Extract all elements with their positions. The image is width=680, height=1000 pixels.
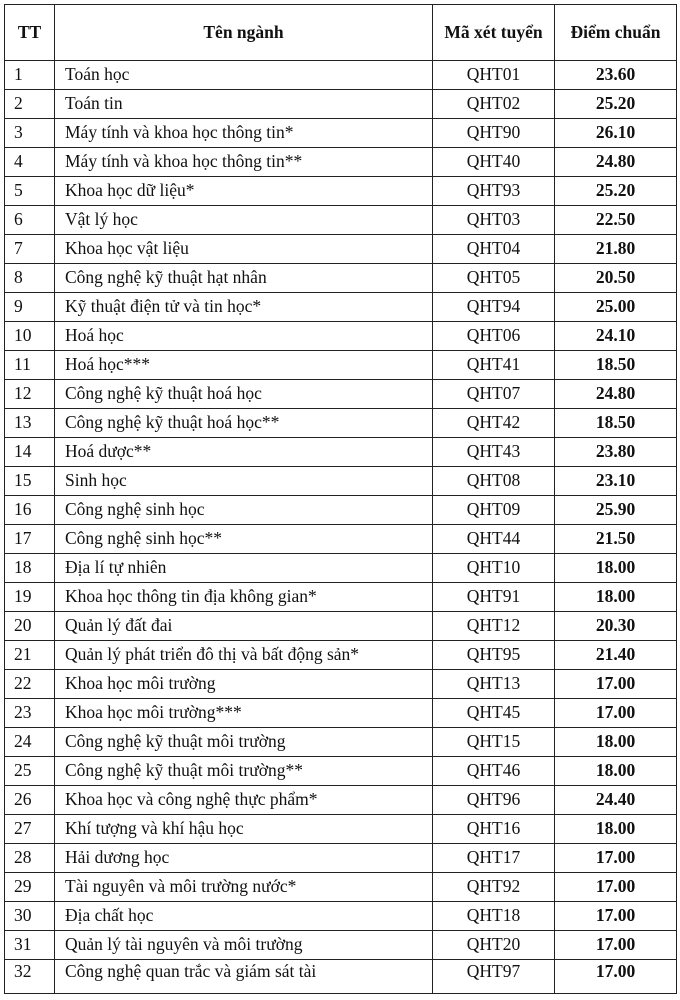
table-row bbox=[5, 264, 677, 293]
row-number: 28 bbox=[5, 844, 55, 873]
admission-code: QHT02 bbox=[433, 90, 555, 119]
benchmark-score: 18.00 bbox=[555, 815, 677, 844]
row-number: 23 bbox=[5, 699, 55, 728]
row-number: 5 bbox=[5, 177, 55, 206]
major-name: Khoa học dữ liệu* bbox=[55, 177, 433, 206]
major-name: Quản lý tài nguyên và môi trường bbox=[55, 931, 433, 960]
admission-code: QHT04 bbox=[433, 235, 555, 264]
benchmark-score: 24.10 bbox=[555, 322, 677, 351]
row-number: 26 bbox=[5, 786, 55, 815]
admission-code: QHT41 bbox=[433, 351, 555, 380]
row-number: 7 bbox=[5, 235, 55, 264]
benchmark-score: 24.40 bbox=[555, 786, 677, 815]
admission-code: QHT18 bbox=[433, 902, 555, 931]
row-number: 8 bbox=[5, 264, 55, 293]
benchmark-score: 17.00 bbox=[555, 960, 677, 994]
row-number: 4 bbox=[5, 148, 55, 177]
benchmark-score: 21.80 bbox=[555, 235, 677, 264]
major-name: Quản lý đất đai bbox=[55, 612, 433, 641]
table-body bbox=[5, 61, 677, 994]
table-row bbox=[5, 786, 677, 815]
row-number: 17 bbox=[5, 525, 55, 554]
major-name: Toán tin bbox=[55, 90, 433, 119]
benchmark-score: 21.40 bbox=[555, 641, 677, 670]
admission-code: QHT06 bbox=[433, 322, 555, 351]
row-number: 21 bbox=[5, 641, 55, 670]
row-number: 32 bbox=[5, 960, 55, 994]
row-number: 9 bbox=[5, 293, 55, 322]
major-name: Sinh học bbox=[55, 467, 433, 496]
major-name: Khoa học môi trường*** bbox=[55, 699, 433, 728]
major-name: Vật lý học bbox=[55, 206, 433, 235]
row-number: 14 bbox=[5, 438, 55, 467]
benchmark-score: 23.60 bbox=[555, 61, 677, 90]
benchmark-score: 24.80 bbox=[555, 380, 677, 409]
admission-code: QHT05 bbox=[433, 264, 555, 293]
table-row bbox=[5, 583, 677, 612]
admission-code: QHT45 bbox=[433, 699, 555, 728]
table-row bbox=[5, 815, 677, 844]
table-row bbox=[5, 148, 677, 177]
table-row bbox=[5, 525, 677, 554]
benchmark-score: 23.80 bbox=[555, 438, 677, 467]
row-number: 2 bbox=[5, 90, 55, 119]
table-row bbox=[5, 380, 677, 409]
admission-code: QHT42 bbox=[433, 409, 555, 438]
admission-code: QHT46 bbox=[433, 757, 555, 786]
admission-code: QHT16 bbox=[433, 815, 555, 844]
benchmark-score: 23.10 bbox=[555, 467, 677, 496]
admission-code: QHT01 bbox=[433, 61, 555, 90]
row-number: 29 bbox=[5, 873, 55, 902]
admission-code: QHT07 bbox=[433, 380, 555, 409]
benchmark-score: 20.30 bbox=[555, 612, 677, 641]
admission-code: QHT91 bbox=[433, 583, 555, 612]
admission-code: QHT43 bbox=[433, 438, 555, 467]
benchmark-score: 21.50 bbox=[555, 525, 677, 554]
major-name: Khoa học thông tin địa không gian* bbox=[55, 583, 433, 612]
row-number: 10 bbox=[5, 322, 55, 351]
table-row bbox=[5, 931, 677, 960]
major-name: Hoá học*** bbox=[55, 351, 433, 380]
row-number: 27 bbox=[5, 815, 55, 844]
major-name: Toán học bbox=[55, 61, 433, 90]
table-row bbox=[5, 351, 677, 380]
table-row bbox=[5, 612, 677, 641]
row-number: 16 bbox=[5, 496, 55, 525]
major-name: Công nghệ kỹ thuật môi trường bbox=[55, 728, 433, 757]
header-row bbox=[5, 5, 677, 61]
benchmark-score: 18.00 bbox=[555, 728, 677, 757]
admission-code: QHT40 bbox=[433, 148, 555, 177]
admission-code: QHT03 bbox=[433, 206, 555, 235]
admission-code: QHT08 bbox=[433, 467, 555, 496]
row-number: 20 bbox=[5, 612, 55, 641]
table-row bbox=[5, 641, 677, 670]
admission-code: QHT93 bbox=[433, 177, 555, 206]
header-benchmark-score: Điểm chuẩn bbox=[555, 5, 677, 61]
major-name: Hải dương học bbox=[55, 844, 433, 873]
admission-code: QHT44 bbox=[433, 525, 555, 554]
benchmark-score: 18.50 bbox=[555, 351, 677, 380]
row-number: 25 bbox=[5, 757, 55, 786]
table-row bbox=[5, 293, 677, 322]
major-name: Công nghệ kỹ thuật hoá học** bbox=[55, 409, 433, 438]
table-row bbox=[5, 699, 677, 728]
row-number: 13 bbox=[5, 409, 55, 438]
admission-code: QHT20 bbox=[433, 931, 555, 960]
admission-code: QHT95 bbox=[433, 641, 555, 670]
table-row bbox=[5, 960, 677, 994]
table-row bbox=[5, 409, 677, 438]
admission-code: QHT96 bbox=[433, 786, 555, 815]
major-name: Khoa học môi trường bbox=[55, 670, 433, 699]
benchmark-score: 17.00 bbox=[555, 902, 677, 931]
benchmark-score: 22.50 bbox=[555, 206, 677, 235]
benchmark-score: 20.50 bbox=[555, 264, 677, 293]
table-row bbox=[5, 873, 677, 902]
benchmark-score: 25.00 bbox=[555, 293, 677, 322]
row-number: 3 bbox=[5, 119, 55, 148]
admission-code: QHT10 bbox=[433, 554, 555, 583]
admission-code: QHT09 bbox=[433, 496, 555, 525]
row-number: 30 bbox=[5, 902, 55, 931]
table-row bbox=[5, 235, 677, 264]
benchmark-score: 18.00 bbox=[555, 554, 677, 583]
table-row bbox=[5, 119, 677, 148]
major-name: Khoa học vật liệu bbox=[55, 235, 433, 264]
row-number: 18 bbox=[5, 554, 55, 583]
row-number: 15 bbox=[5, 467, 55, 496]
major-name: Địa chất học bbox=[55, 902, 433, 931]
admission-code: QHT12 bbox=[433, 612, 555, 641]
row-number: 11 bbox=[5, 351, 55, 380]
table-row bbox=[5, 206, 677, 235]
admission-score-table bbox=[4, 4, 677, 994]
benchmark-score: 25.20 bbox=[555, 90, 677, 119]
table-row bbox=[5, 177, 677, 206]
table-row bbox=[5, 496, 677, 525]
benchmark-score: 25.90 bbox=[555, 496, 677, 525]
header-admission-code: Mã xét tuyển bbox=[433, 5, 555, 61]
table-row bbox=[5, 670, 677, 699]
header-major-name: Tên ngành bbox=[55, 5, 433, 61]
benchmark-score: 17.00 bbox=[555, 670, 677, 699]
table-row bbox=[5, 844, 677, 873]
admission-code: QHT92 bbox=[433, 873, 555, 902]
major-name: Máy tính và khoa học thông tin* bbox=[55, 119, 433, 148]
admission-code: QHT90 bbox=[433, 119, 555, 148]
table-row bbox=[5, 322, 677, 351]
benchmark-score: 24.80 bbox=[555, 148, 677, 177]
benchmark-score: 18.50 bbox=[555, 409, 677, 438]
table-row bbox=[5, 90, 677, 119]
benchmark-score: 18.00 bbox=[555, 583, 677, 612]
row-number: 24 bbox=[5, 728, 55, 757]
table-row bbox=[5, 728, 677, 757]
major-name: Hoá dược** bbox=[55, 438, 433, 467]
row-number: 19 bbox=[5, 583, 55, 612]
major-name: Hoá học bbox=[55, 322, 433, 351]
table-row bbox=[5, 61, 677, 90]
major-name: Địa lí tự nhiên bbox=[55, 554, 433, 583]
benchmark-score: 26.10 bbox=[555, 119, 677, 148]
major-name: Công nghệ sinh học** bbox=[55, 525, 433, 554]
row-number: 1 bbox=[5, 61, 55, 90]
benchmark-score: 17.00 bbox=[555, 699, 677, 728]
major-name: Công nghệ kỹ thuật hoá học bbox=[55, 380, 433, 409]
row-number: 12 bbox=[5, 380, 55, 409]
table-row bbox=[5, 467, 677, 496]
table-row bbox=[5, 902, 677, 931]
row-number: 6 bbox=[5, 206, 55, 235]
major-name: Công nghệ quan trắc và giám sát tài bbox=[55, 960, 433, 994]
major-name: Quản lý phát triển đô thị và bất động sản* bbox=[55, 641, 433, 670]
benchmark-score: 18.00 bbox=[555, 757, 677, 786]
table-row bbox=[5, 554, 677, 583]
row-number: 22 bbox=[5, 670, 55, 699]
benchmark-score: 17.00 bbox=[555, 844, 677, 873]
benchmark-score: 17.00 bbox=[555, 931, 677, 960]
major-name: Công nghệ sinh học bbox=[55, 496, 433, 525]
major-name: Công nghệ kỹ thuật môi trường** bbox=[55, 757, 433, 786]
header-tt: TT bbox=[5, 5, 55, 61]
major-name: Khí tượng và khí hậu học bbox=[55, 815, 433, 844]
major-name: Tài nguyên và môi trường nước* bbox=[55, 873, 433, 902]
major-name: Kỹ thuật điện tử và tin học* bbox=[55, 293, 433, 322]
benchmark-score: 25.20 bbox=[555, 177, 677, 206]
admission-code: QHT15 bbox=[433, 728, 555, 757]
major-name: Máy tính và khoa học thông tin** bbox=[55, 148, 433, 177]
row-number: 31 bbox=[5, 931, 55, 960]
major-name: Công nghệ kỹ thuật hạt nhân bbox=[55, 264, 433, 293]
major-name: Khoa học và công nghệ thực phẩm* bbox=[55, 786, 433, 815]
table-row bbox=[5, 757, 677, 786]
admission-code: QHT13 bbox=[433, 670, 555, 699]
table-row bbox=[5, 438, 677, 467]
admission-code: QHT17 bbox=[433, 844, 555, 873]
benchmark-score: 17.00 bbox=[555, 873, 677, 902]
table-header bbox=[5, 5, 677, 61]
admission-code: QHT97 bbox=[433, 960, 555, 994]
admission-code: QHT94 bbox=[433, 293, 555, 322]
